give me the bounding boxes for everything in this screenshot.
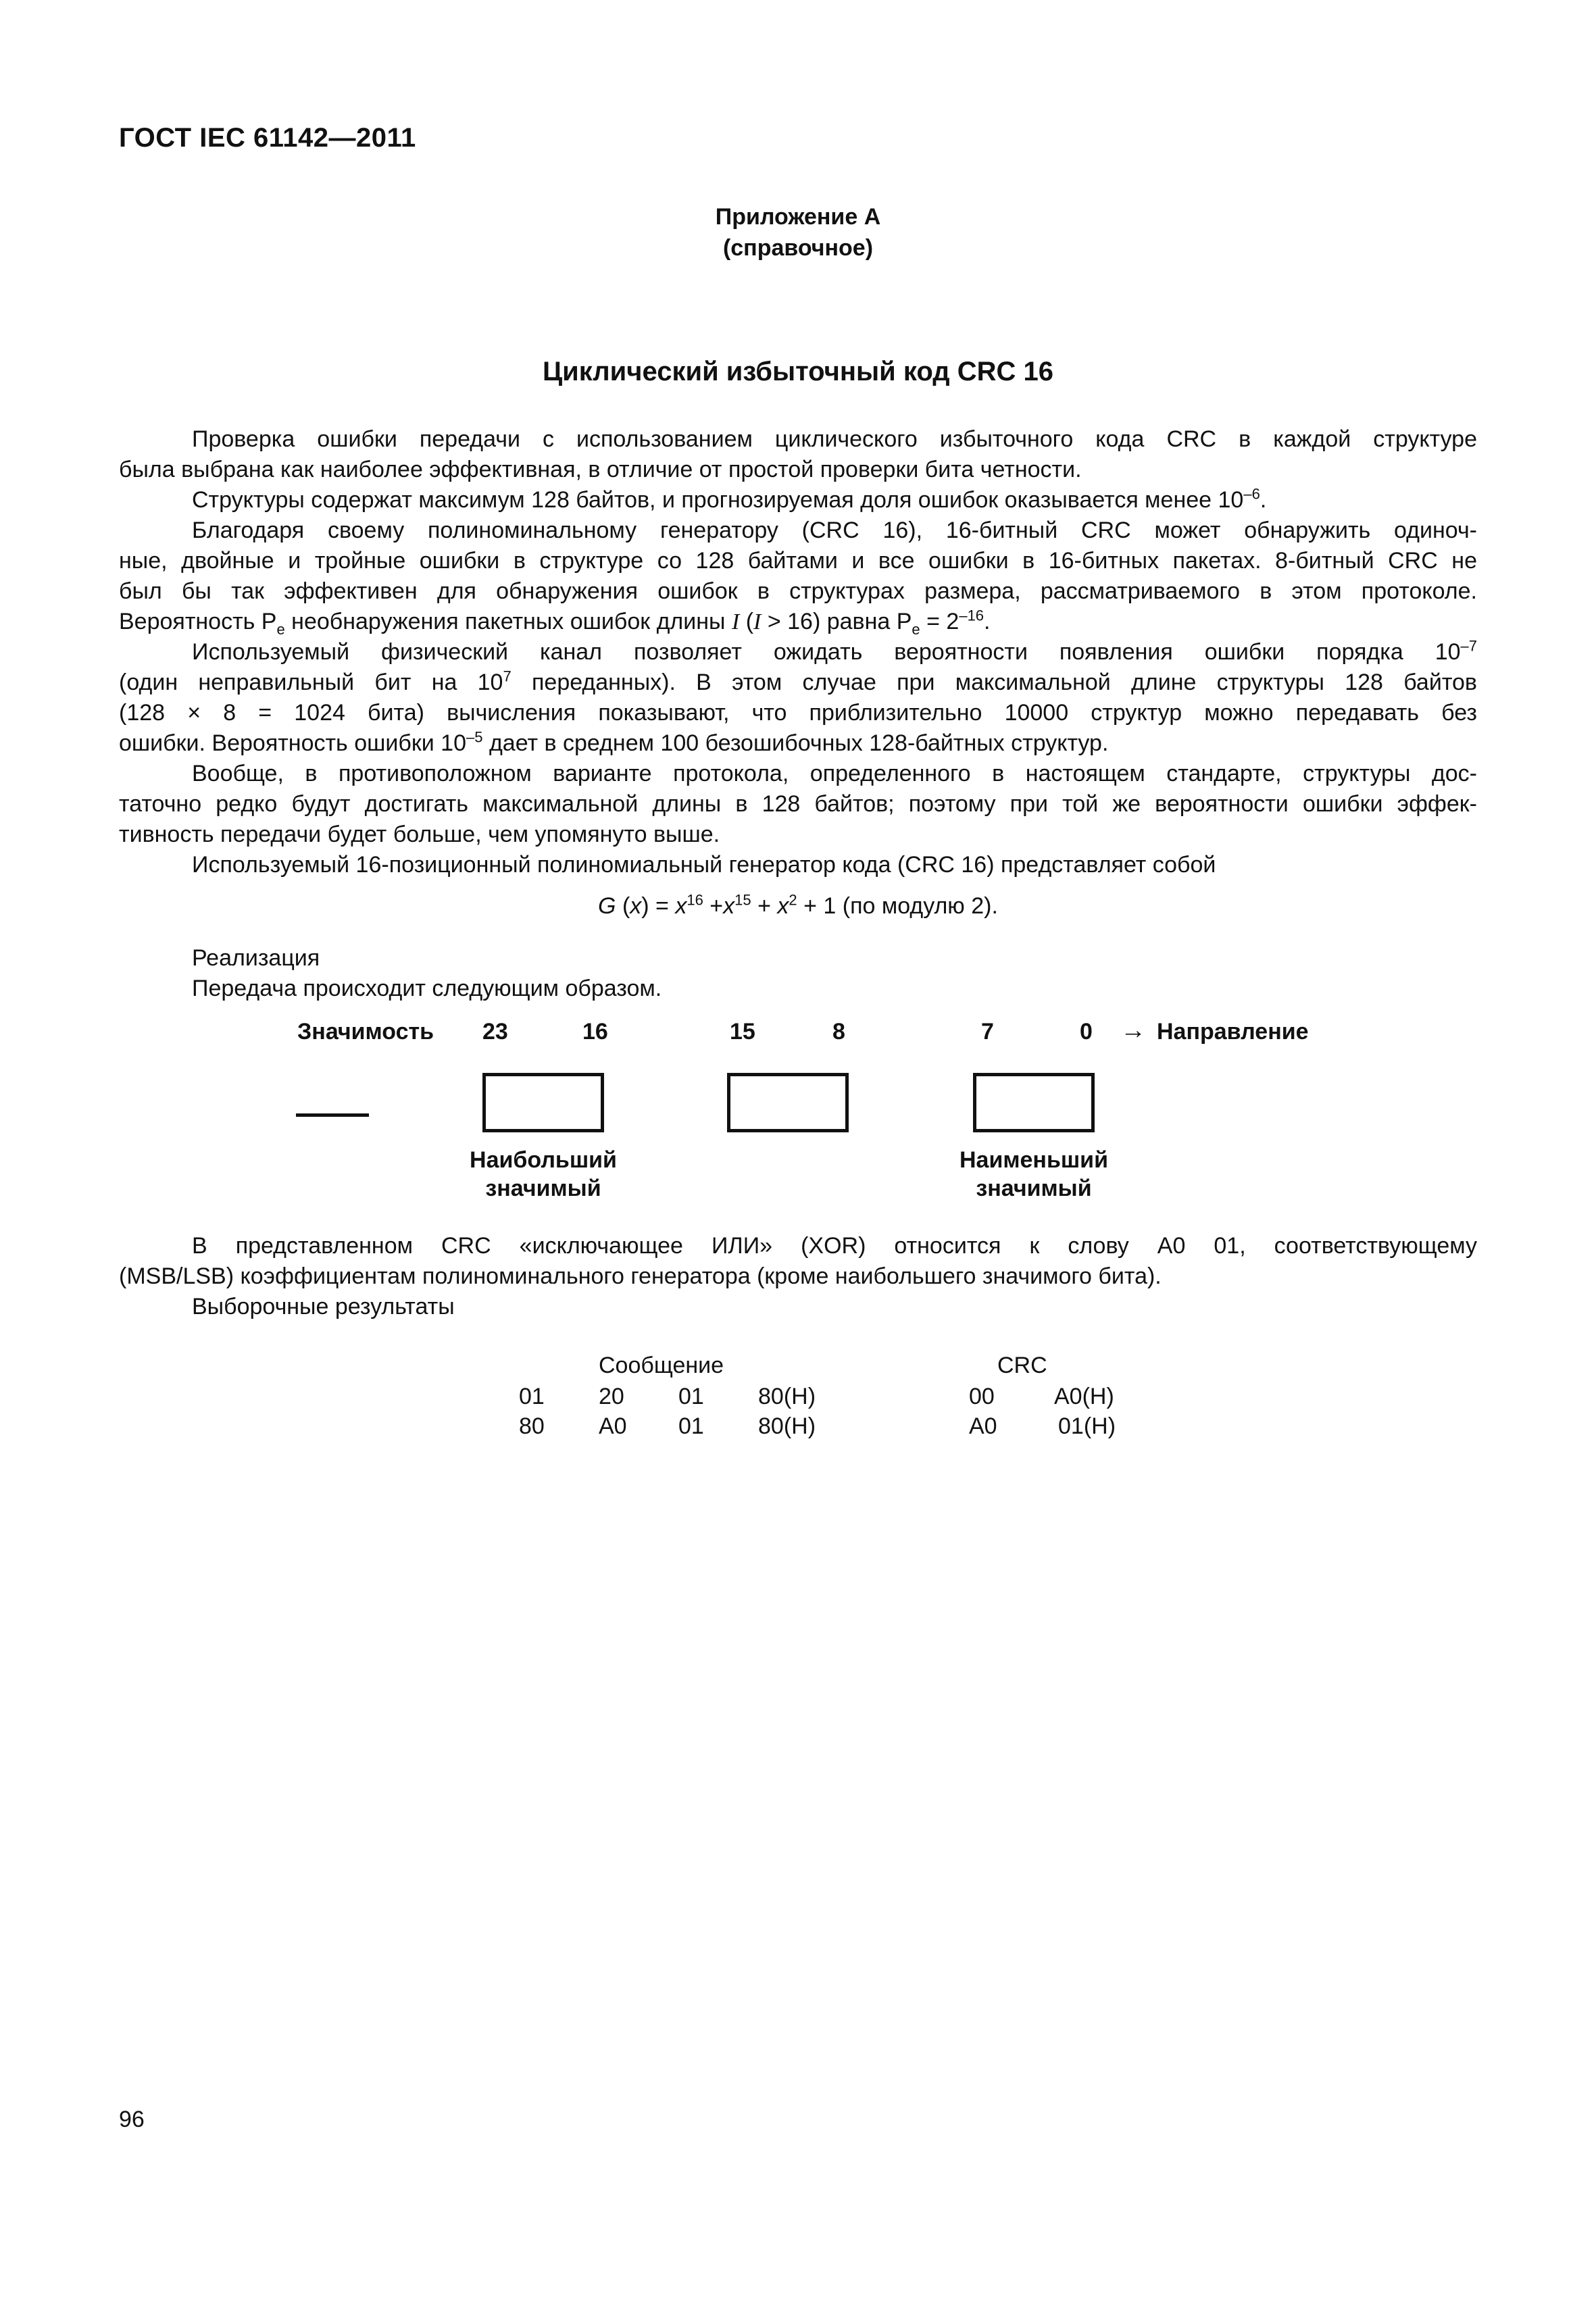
bit-0-label: 0	[1080, 1019, 1093, 1045]
msb-label-line1: Наибольший	[470, 1147, 617, 1173]
sample-heading: Выборочные результаты	[192, 1294, 455, 1319]
message-header: Сообщение	[599, 1353, 724, 1378]
significance-label: Значимость	[297, 1019, 434, 1045]
table-cell: A0	[969, 1413, 997, 1439]
text-line: (128 × 8 = 1024 бита) вычисления показывают, что приблизительно 10000 структур можно передавать без	[119, 700, 1477, 726]
text-line: таточно редко будут достигать максимальной длины в 128 байтов; поэтому при той же вероятности ошибки эффек-	[119, 791, 1477, 817]
table-cell: A0(H)	[1054, 1384, 1114, 1409]
lsb-label-line1: Наименьший	[959, 1147, 1108, 1173]
annex-label: Приложение А	[715, 204, 881, 230]
text-line: был бы так эффективен для обнаружения ошибок в структурах размера, рассматриваемого в этом протоколе.	[119, 578, 1477, 604]
bit-7-label: 7	[981, 1019, 994, 1045]
page-number: 96	[119, 2107, 145, 2132]
bit-23-label: 23	[482, 1019, 508, 1045]
crc-header: CRC	[997, 1353, 1047, 1378]
dash-line	[296, 1113, 369, 1117]
text-line: Вероятность $P_e$ необнаружения пакетных ошибок длины I (I > 16) равна $P_e = 2^{-16}$.	[119, 607, 991, 638]
text-line: Структуры содержат максимум 128 байтов, и прогнозируемая доля ошибок оказывается менее $10^{-6}$.	[192, 485, 1267, 513]
generator-formula: G $(x) = x^{16} +x^{15} + x^2 + 1$ (по модулю 2).	[598, 891, 998, 919]
middle-byte-box	[727, 1073, 849, 1132]
text-line: ошибки. Вероятность ошибки $10^{-5}$ дает в среднем 100 безошибочных 128-байтных структур.	[119, 728, 1109, 756]
msb-label-line2: значимый	[485, 1176, 601, 1201]
table-cell: 00	[969, 1384, 995, 1409]
text-line: Проверка ошибки передачи с использованием циклического избыточного кода CRC в каждой структуре	[192, 426, 1477, 452]
text-line: В представленном CRC «исключающее ИЛИ» (XOR) относится к слову A0 01, соответствующему	[192, 1233, 1477, 1259]
realization-heading: Реализация	[192, 945, 320, 971]
text-line: тивность передачи будет больше, чем упомянуто выше.	[119, 822, 720, 847]
direction-label: Направление	[1157, 1019, 1309, 1045]
table-cell: 01	[678, 1413, 704, 1439]
table-cell: A0	[599, 1413, 627, 1439]
lsb-byte-box	[973, 1073, 1095, 1132]
table-cell: 01	[519, 1384, 545, 1409]
table-cell: 01	[678, 1384, 704, 1409]
bit-15-label: 15	[730, 1019, 755, 1045]
realization-block	[119, 943, 1477, 1004]
text-line: Используемый физический канал позволяет ожидать вероятности появления ошибки порядка $10^{-7}$	[192, 637, 1477, 665]
msb-byte-box	[482, 1073, 604, 1132]
text-line: (один неправильный бит на $10^7$ переданных). В этом случае при максимальной длине структуры 128 байтов	[119, 668, 1477, 695]
table-cell: 20	[599, 1384, 624, 1409]
table-cell: 80	[519, 1413, 545, 1439]
text-line: Вообще, в противоположном варианте протокола, определенного в настоящем стандарте, структуры дос-	[192, 761, 1477, 786]
bit-8-label: 8	[832, 1019, 845, 1045]
section-title: Циклический избыточный код CRC 16	[542, 357, 1054, 386]
annex-type: (справочное)	[722, 235, 874, 261]
document-header: ГОСТ IEC 61142—2011	[119, 123, 416, 153]
text-line: Используемый 16-позиционный полиномиальный генератор кода (CRC 16) представляет собой	[192, 852, 1216, 878]
xor-paragraph	[119, 1231, 1477, 1322]
arrow-right-icon: →	[1120, 1016, 1146, 1045]
lsb-label-line2: значимый	[976, 1176, 1092, 1201]
table-cell: 01(H)	[1058, 1413, 1116, 1439]
bit-16-label: 16	[582, 1019, 608, 1045]
realization-text: Передача происходит следующим образом.	[192, 976, 662, 1001]
table-cell: 80(H)	[758, 1413, 816, 1439]
table-cell: 80(H)	[758, 1384, 816, 1409]
text-line: ные, двойные и тройные ошибки в структуре со 128 байтами и все ошибки в 16-битных пакетах. 8-битный CRC не	[119, 548, 1477, 574]
paragraph-intro	[119, 424, 1477, 880]
text-line: Благодаря своему полиноминальному генератору (CRC 16), 16-битный CRC может обнаружить одиноч-	[192, 518, 1477, 543]
text-line: была выбрана как наиболее эффективная, в отличие от простой проверки бита четности.	[119, 457, 1082, 482]
text-line: (MSB/LSB) коэффициентам полиноминального генератора (кроме наибольшего значимого бита).	[119, 1263, 1162, 1289]
